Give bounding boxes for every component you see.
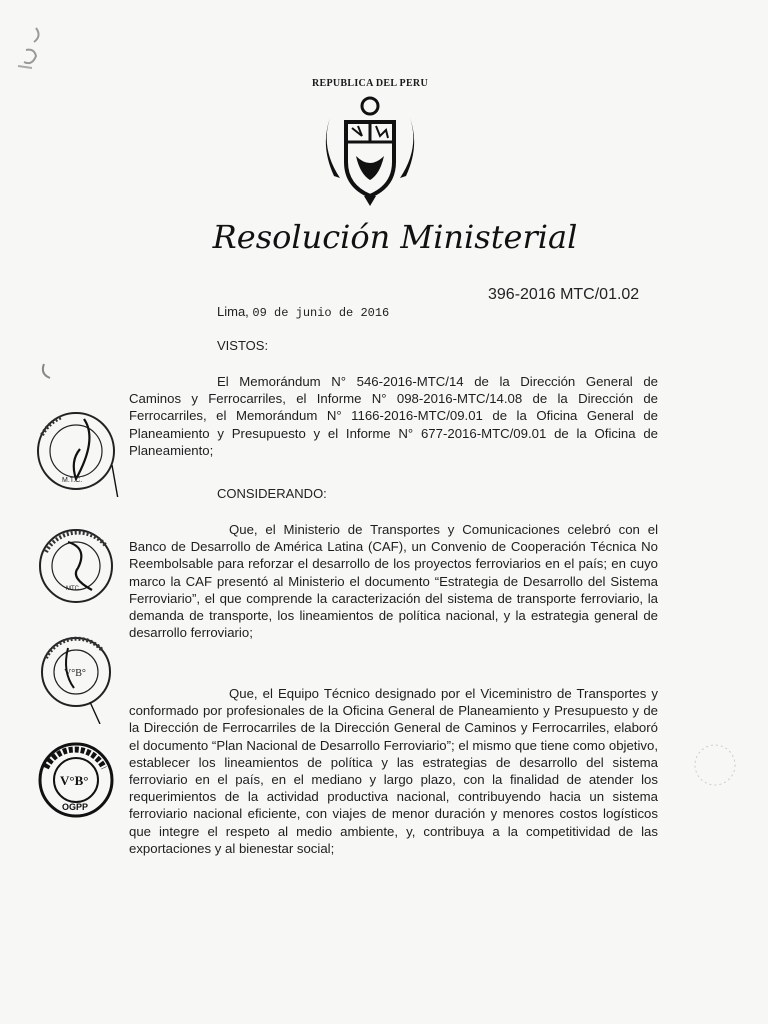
paragraph-considerando-2 bbox=[129, 685, 658, 857]
coat-of-arms-icon bbox=[300, 78, 440, 213]
seal-director-general-ogpp bbox=[32, 738, 122, 828]
seal-viceministro bbox=[28, 405, 128, 497]
crest-label: REPUBLICA DEL PERU bbox=[312, 78, 428, 89]
considerando-heading: CONSIDERANDO: bbox=[217, 486, 327, 501]
svg-text:MTC: MTC bbox=[66, 586, 79, 592]
date-place: Lima, bbox=[217, 304, 249, 319]
svg-text:M.T.C.: M.T.C. bbox=[62, 477, 83, 484]
document-title: Resolución Ministerial bbox=[212, 218, 578, 256]
punch-hole-mark bbox=[38, 360, 62, 384]
scan-smudge-top-left bbox=[8, 22, 48, 82]
seal-asesoria-juridica bbox=[28, 522, 128, 612]
seal-caminos-ferrocarriles bbox=[30, 628, 130, 724]
vistos-heading: VISTOS: bbox=[217, 338, 269, 353]
paragraph-text: Que, el Ministerio de Transportes y Comunicaciones celebró con el Banco de Desarrollo de América Latina (CAF), un Convenio de Cooperación Técnica No Reembolsable para reforzar el desarrollo de los proyectos ferroviarios en el país; en cuyo marco la CAF presentó al Ministerio el documento “Estrategia de Desarrollo del Sistema Ferroviario”, el que comprende la caracterización del sistema de transporte ferroviario, la demanda de transporte, los lineamientos de política nacional, y la estrategia general de desarrollo ferroviario; bbox=[129, 522, 658, 641]
paragraph-considerando-1 bbox=[129, 521, 658, 641]
paragraph-text: Que, el Equipo Técnico designado por el Viceministro de Transportes y conformado por profesionales de la Oficina General de Planeamiento y Presupuesto y de la Dirección de Ferrocarriles de la Dirección General de Caminos y Ferrocarriles, elaboró el documento “Plan Nacional de Desarrollo Ferroviario”; el mismo que tiene como objetivo, establecer los lineamientos de política y las estrategias de desarrollo del sistema ferroviario en el país, en el mediano y largo plazo, con la finalidad de atender los requerimientos de la actividad productiva nacional, contribuyendo hacia un sistema ferroviario nacional eficiente, con viajes de menor duración y menores costos logísticos que integre el respeto al medio ambiente, y, contribuya a la competitividad de las exportaciones y al bienestar social; bbox=[129, 686, 658, 856]
faint-stamp-right bbox=[690, 735, 740, 795]
paragraph-text: El Memorándum N° 546-2016-MTC/14 de la Dirección General de Caminos y Ferrocarriles, el Informe N° 098-2016-MTC/14.08 de la Dirección de Ferrocarriles, el Memorándum N° 1166-2016-MTC/09.01 de la Oficina General de Planeamiento y Presupuesto y el Informe N° 677-2016-MTC/09.01 de la Oficina de Planeamiento; bbox=[129, 374, 658, 458]
svg-text:OGPP: OGPP bbox=[62, 802, 89, 812]
coat-of-arms bbox=[300, 78, 440, 213]
document-date bbox=[217, 304, 389, 320]
paragraph-vistos bbox=[129, 373, 658, 459]
svg-text:V°B°: V°B° bbox=[60, 773, 89, 788]
svg-text:V°B°: V°B° bbox=[64, 668, 86, 679]
resolution-number: 396-2016 MTC/01.02 bbox=[488, 286, 640, 303]
date-value: 09 de junio de 2016 bbox=[252, 306, 390, 320]
